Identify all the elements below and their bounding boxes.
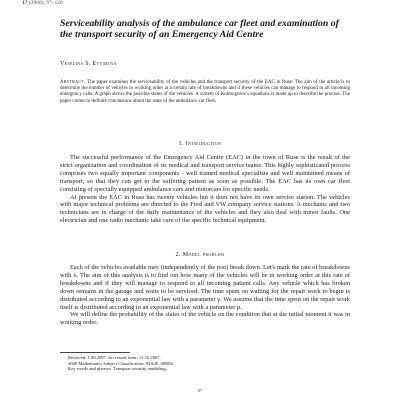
header-pages: 97–120	[46, 0, 63, 6]
section-heading-model-problem: 2. Model problem	[175, 252, 225, 258]
abstract	[60, 80, 350, 105]
abstract-text: The paper examines the serviceability of the vehicles and the transport security of the EAC in Ruse. The aim of the article is to determine the number of vehicles in working order at a certain rate of breakdowns and if these vehicles can manage to respond to all incoming emergency calls. A graph shows the possible states of the vehicles. A system of Kolmogorov's equations is made up to describe the process. The paper comes to definite conclusions about the state of the ambulance car fleet.	[60, 80, 350, 104]
paragraph: The successful performance of the Emergency Aid Centre (EAC) in the town of Ruse is the result of the strict organization and coordination of its medical and transport service teams. This highly sophisticated process comprises two equally important components - well trained medical specialists and well maintained means of transport, so that they can get to the suffering patient as soon as possible. The EAC has its own car fleet consisting of specially equipped ambulance cars and motorcars for specific needs.	[60, 154, 350, 193]
footnote-msc: 2000 Mathematics Subject Classification. 93A30, 90B06.	[68, 360, 174, 366]
section-heading-introduction: 1. Introduction	[178, 141, 222, 147]
footnote	[60, 355, 350, 372]
running-header: 17 (2008), 97–120	[22, 0, 63, 6]
section-body-introduction	[60, 154, 350, 225]
header-volume: 17	[22, 0, 28, 6]
paper-title: Serviceability analysis of the ambulance car fleet and examination of the transport security of an Emergency Aid Centre	[60, 18, 339, 40]
page-number: 97	[197, 388, 203, 393]
section-body-model-problem	[60, 264, 350, 327]
paragraph: At present the EAC in Ruse has twenty vehicles but it does not have its own service station. The vehicles with major technical problems are directed to the Ford and VW company service stations. A mechanic and two technicians are in charge of the daily maintenance of the vehicles and they also deal with minor faults. One electrician and one radio mechanic take care of the specific technical equipment.	[60, 193, 350, 225]
paragraph: We will define the probability of the states of the vehicle on the condition that at the initial moment it was in working order.	[60, 311, 350, 327]
footnote-rule	[60, 352, 130, 353]
header-year: (2008)	[28, 0, 44, 6]
footnote-received: Received: 1.08.2007. In revised form: 12.10.2007.	[68, 355, 161, 360]
footnote-keywords: Key words and phrases. Transport security, modeling.	[68, 366, 167, 372]
abstract-label: Abstract.	[60, 80, 86, 85]
paragraph: Each of the vehicles available may (independently of the rest) break down. Let's mark the rate of breakdowns with λ. The aim of this analysis is to find out how many of the vehicles will be in working order at this rate of breakdowns and if they will manage to respond to all incoming patient calls. Any vehicle which has broken down remains in the garage and waits to be serviced. The time spent on waiting for the repair work to begin is distributed according to an exponential law with a parameter γ. We assume that the time spent on the repair work itself is distributed according to an exponential law with a parameter μ.	[60, 264, 350, 311]
author-name: Veselina S. Evtimova	[60, 61, 117, 67]
